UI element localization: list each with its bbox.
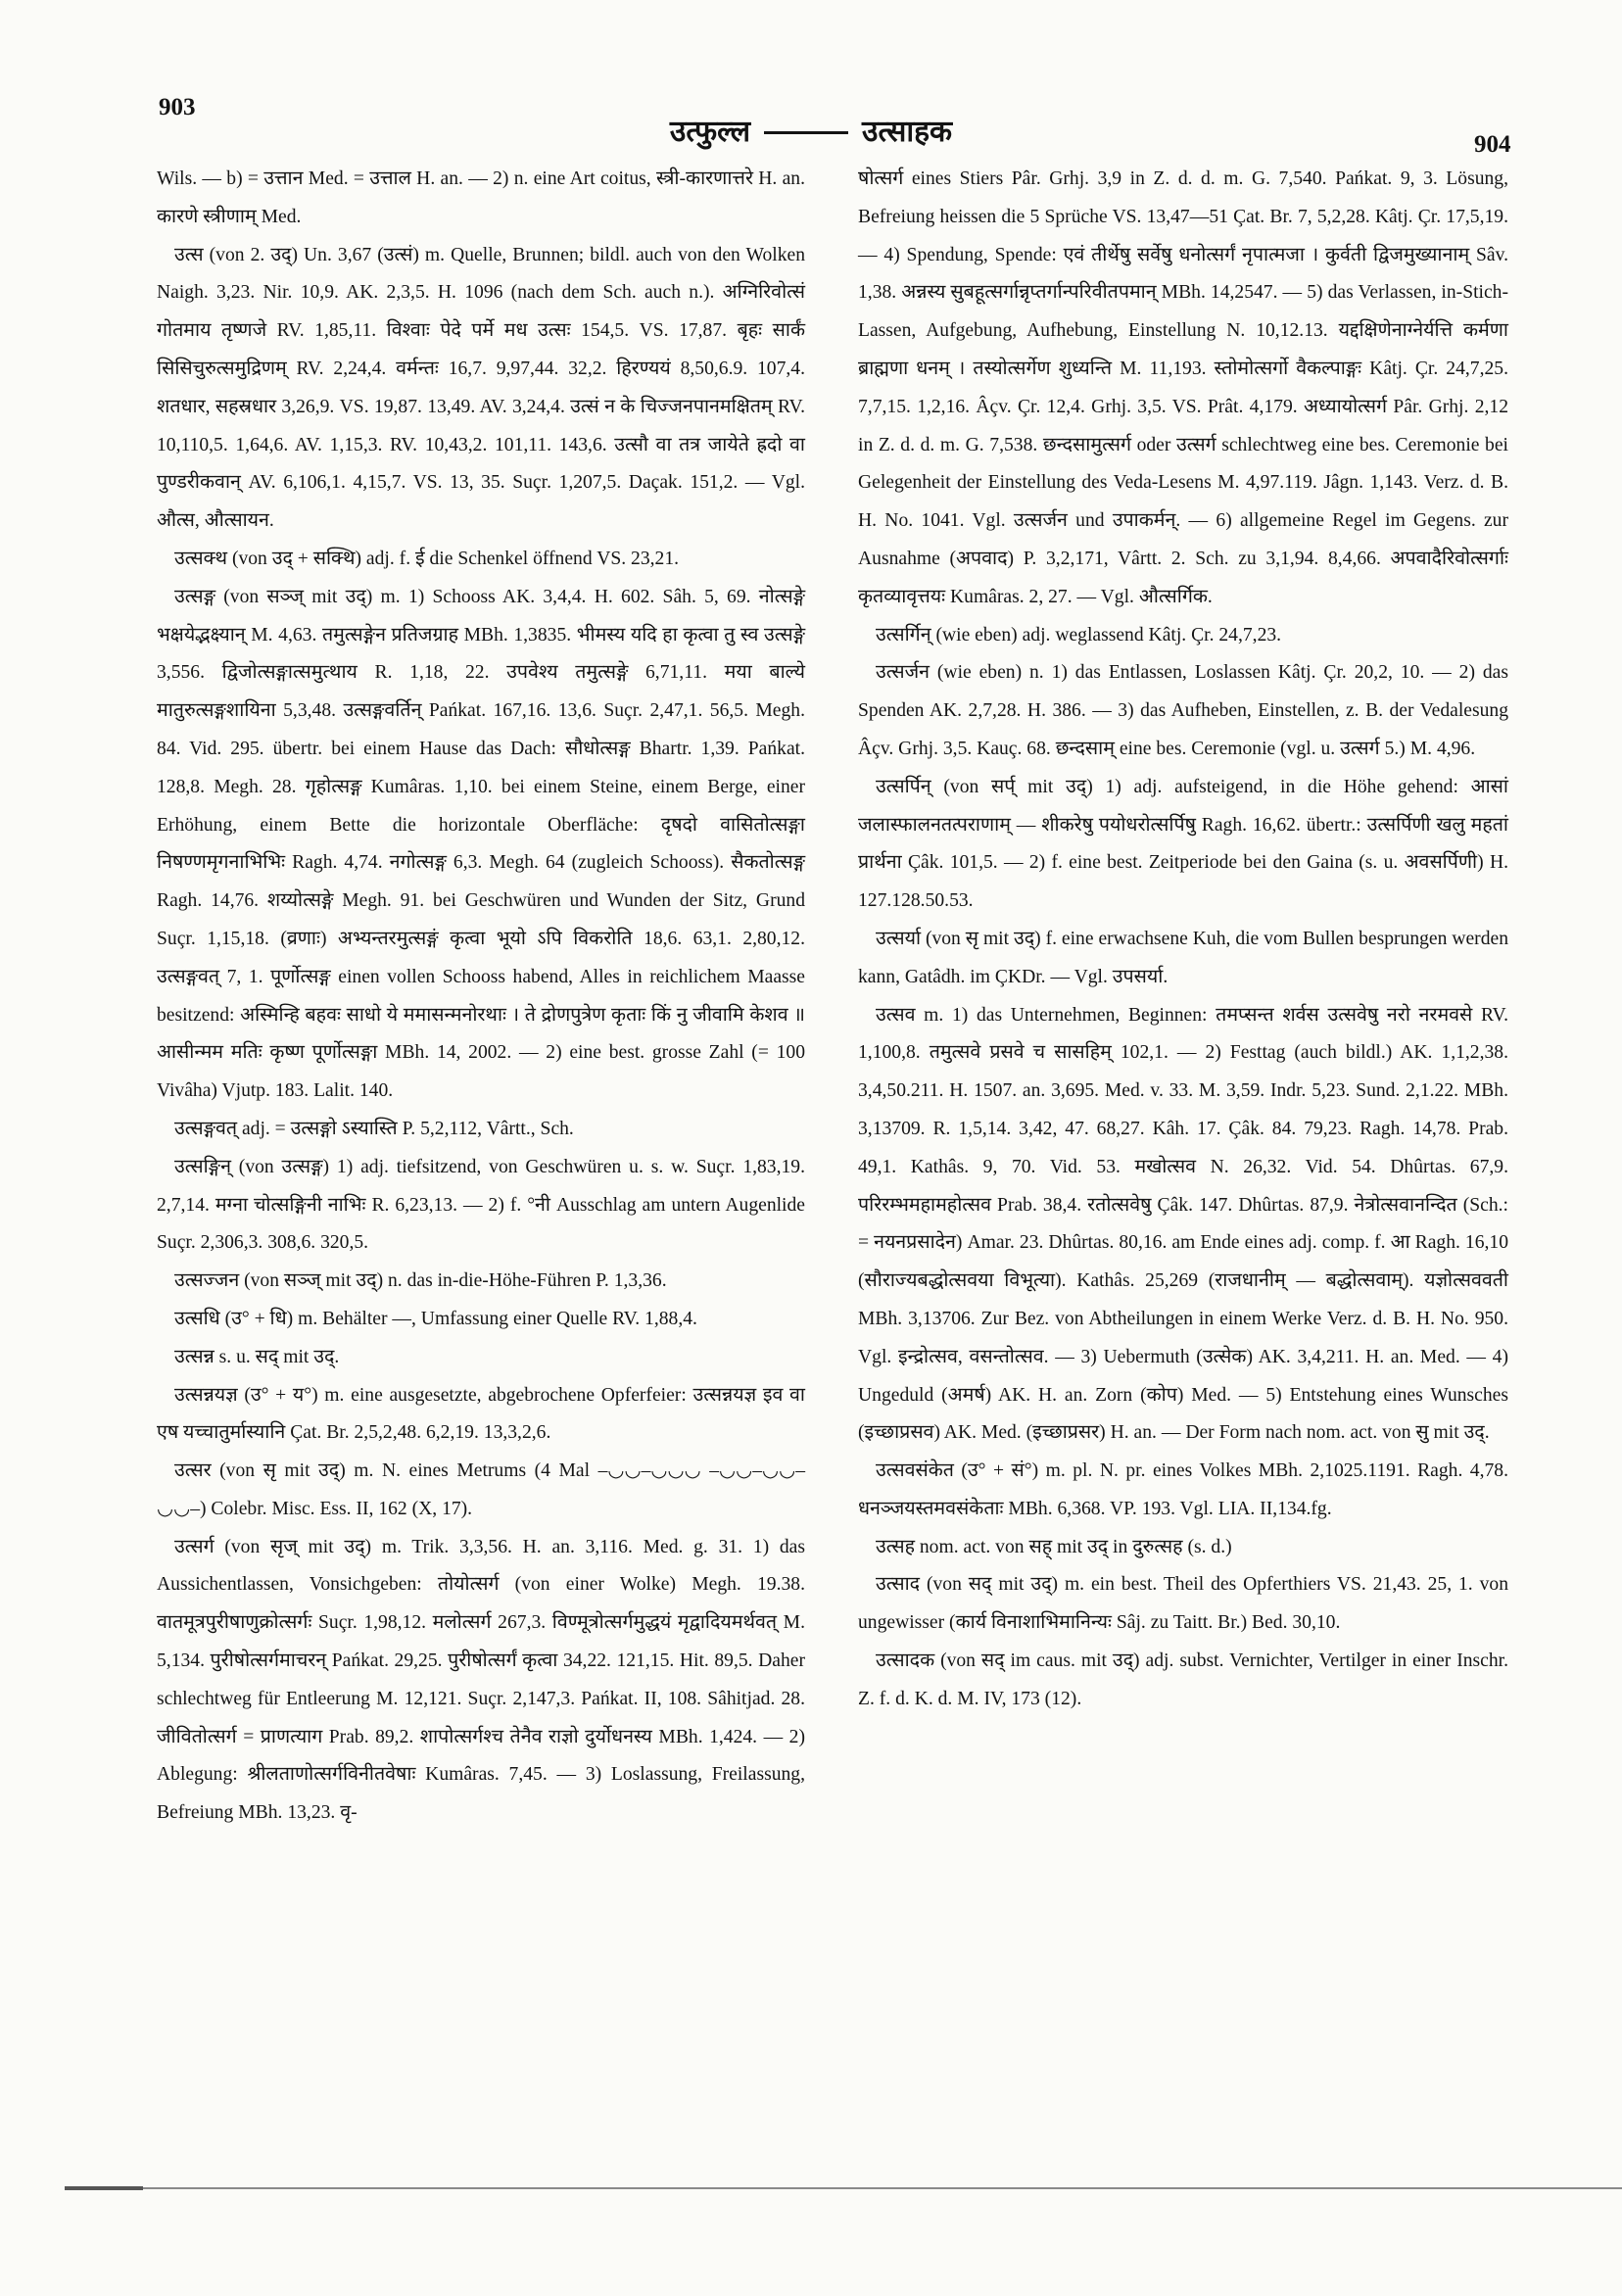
bottom-rule (65, 2187, 1622, 2189)
dictionary-entry: उत्सवसंकेत (उ° + सं°) m. pl. N. pr. eines Volkes MBh. 2,1025.1191. Ragh. 4,78. धनञ्जयस्तमवसंकेताः MBh. 6,368. VP. 193. Vgl. LIA. II,134.fg. (858, 1460, 1508, 1519)
dictionary-entry: उत्सर्पिन् (von सर्प् mit उद्) 1) adj. aufsteigend, in die Höhe gehend: आसां जलास्फालनतत्पराणाम् — शीकरेषु पयोधरोत्सर्पिषु Ragh. 16,62. übertr.: उत्सर्पिणी खलु महतां प्रार्थना Çâk. 101,5. — 2) f. eine best. Zeitperiode bei den Gaina (s. u. अवसर्पिणी) H. 127.128.50.53. (858, 776, 1508, 912)
dictionary-entry: उत्सधि (उ° + धि) m. Behälter —, Umfassung einer Quelle RV. 1,88,4. (174, 1308, 697, 1329)
dictionary-entry: उत्सर्या (von सृ mit उद्) f. eine erwachsene Kuh, die vom Bullen besprungen werden kann, Gatâdh. im ÇKDr. — Vgl. उपसर्या. (858, 928, 1508, 987)
dictionary-entry: उत्सर्ग (von सृज् mit उद्) m. Trik. 3,3,56. H. an. 3,116. Med. g. 31. 1) das Aussichentlassen, Vonsichgeben: तोयोत्सर्ग (von einer Wolke) Megh. 19.38. वातमूत्रपुरीषाणुक्रोत्सर्गः Suçr. 1,98,12. मलोत्सर्ग 267,3. विण्मूत्रोत्सर्गमुद्धयं मृद्वादियमर्थवत् M. 5,134. पुरीषोत्सर्गमाचरन् Pańkat. 29,25. पुरीषोत्सर्गं कृत्वा 34,22. 121,15. Hit. 89,5. Daher schlechtweg für Entleerung M. 12,121. Suçr. 2,147,3. Pańkat. II, 108. Sâhitjad. 28. जीवितोत्सर्ग = प्राणत्याग Prab. 89,2. शापोत्सर्गश्च तेनैव राज्ञो दुर्योधनस्य MBh. 1,424. — 2) Ablegung: श्रीलताणोत्सर्गविनीतवेषाः Kumâras. 7,45. — 3) Loslassung, Freilassung, Befreiung MBh. 13,23. वृ- (157, 1536, 805, 1824)
head-left-word: उत्फुल्ल (669, 115, 751, 149)
dictionary-entry: उत्सर (von सृ mit उद्) m. N. eines Metrums (4 Mal ‒◡◡‒◡◡◡ ‒◡◡‒◡◡‒◡◡‒) Colebr. Misc. Ess. II, 162 (X, 17). (157, 1460, 805, 1519)
page-number-left: 903 (159, 94, 196, 120)
head-right-word: उत्साहक (862, 115, 953, 149)
dictionary-entry: उत्सक्थ (von उद् + सक्थि) adj. f. ई die Schenkel öffnend VS. 23,21. (174, 548, 680, 569)
dictionary-entry: उत्सन्न s. u. सद् mit उद्. (174, 1346, 340, 1367)
dictionary-entry: उत्स (von 2. उद्) Un. 3,67 (उत्सं) m. Quelle, Brunnen; bildl. auch von den Wolken Naigh. 3,23. Nir. 10,9. AK. 2,3,5. H. 1096 (nach dem Sch. auch n.). अग्निरिवोत्सं गोतमाय तृष्णजे RV. 1,85,11. विश्वाः पेदे पर्मे मध उत्सः 154,5. VS. 17,87. बृहः सार्कं सिसिचुरुत्समुद्रिणम् RV. 2,24,4. वर्मन्तः 16,7. 9,97,44. 32,2. हिरण्ययं 8,50,6.9. 107,4. शतधार, सहस्रधार 3,26,9. VS. 19,87. 13,49. AV. 3,24,4. उत्सं न के चिज्जनपानमक्षितम् RV. 10,110,5. 1,64,6. AV. 1,15,3. RV. 10,43,2. 101,11. 143,6. उत्सौ वा तत्र जायेते ह्रदो वा पुण्डरीकवान् AV. 6,106,1. 4,15,7. VS. 13, 35. Suçr. 1,207,5. Daçak. 151,2. — Vgl. औत्स, औत्सायन. (157, 244, 805, 532)
dictionary-entry: Wils. — b) = उत्तान Med. = उत्ताल H. an. — 2) n. eine Art coitus, स्त्री-कारणात्तरे H. an. कारणे स्त्रीणाम् Med. (157, 168, 805, 227)
dictionary-entry: उत्सन्नयज्ञ (उ° + य°) m. eine ausgesetzte, abgebrochene Opferfeier: उत्सन्नयज्ञ इव वा एष यच्चातुर्मास्यानि Çat. Br. 2,5,2,48. 6,2,19. 13,3,2,6. (157, 1384, 805, 1444)
right-column (858, 161, 1508, 1719)
running-head (0, 110, 1622, 150)
dictionary-entry: षोत्सर्ग eines Stiers Pâr. Grhj. 3,9 in Z. d. d. m. G. 7,540. Pańkat. 9, 3. Lösung, Befreiung heissen die 5 Sprüche VS. 13,47—51 Çat. Br. 7, 5,2,28. Kâtj. Çr. 17,5,19. — 4) Spendung, Spende: एवं तीर्थेषु सर्वेषु धनोत्सर्गं नृपात्मजा । कुर्वती द्विजमुख्यानाम् Sâv. 1,38. अन्नस्य सुबहूत्सर्गान्नृप्तर्गान्परिवीतपमान् MBh. 14,2547. — 5) das Verlassen, in-Stich-Lassen, Aufgebung, Aufhebung, Einstellung N. 10,12.13. यद्दक्षिणेनाग्नेर्यत्ति कर्मणा ब्राह्मणा धनम् । तस्योत्सर्गेण शुध्यन्ति M. 11,193. स्तोमोत्सर्गो वैकल्पाङ्गः Kâtj. Çr. 24,7,25. 7,7,15. 1,2,16. Âçv. Çr. 12,4. Grhj. 3,5. VS. Prât. 4,179. अध्यायोत्सर्ग Pâr. Grhj. 2,12 in Z. d. d. m. G. 7,538. छन्दसामुत्सर्ग oder उत्सर्ग schlechtweg eine bes. Ceremonie bei Gelegenheit der Einstellung des Veda-Lesens M. 4,97.119. Jâgn. 1,143. Verz. d. B. H. No. 1041. Vgl. उत्सर्जन und उपाकर्मन्. — 6) allgemeine Regel im Gegens. zur Ausnahme (अपवाद) P. 3,2,171, Vârtt. 2. Sch. zu 3,1,94. 8,4,66. अपवादैरिवोत्सर्गाः कृतव्यावृत्तयः Kumâras. 2, 27. — Vgl. औत्सर्गिक. (858, 168, 1508, 607)
dictionary-entry: उत्सङ्गिन् (von उत्सङ्ग) 1) adj. tiefsitzend, von Geschwüren u. s. w. Suçr. 1,83,19. 2,7,14. मग्ना चोत्सङ्गिनी नाभिः R. 6,23,13. — 2) f. °नी Ausschlag am untern Augenlide Suçr. 2,306,3. 308,6. 320,5. (157, 1156, 805, 1254)
dictionary-entry: उत्सङ्गवत् adj. = उत्सङ्गो ऽस्यास्ति P. 5,2,112, Vârtt., Sch. (174, 1118, 574, 1139)
dictionary-entry: उत्सर्गिन् (wie eben) adj. weglassend Kâtj. Çr. 24,7,23. (876, 624, 1282, 646)
dictionary-entry: उत्सङ्ग (von सञ्ज् mit उद्) m. 1) Schooss AK. 3,4,4. H. 602. Sâh. 5, 69. नोत्सङ्गे भक्षयेद्भक्ष्यान् M. 4,63. तमुत्सङ्गेन प्रतिजग्राह MBh. 1,3835. भीमस्य यदि हा कृत्वा तु स्व उत्सङ्गे 3,556. द्विजोत्सङ्गात्समुत्थाय R. 1,18, 22. उपवेश्य तमुत्सङ्गे 6,71,11. मया बाल्ये मातुरुत्सङ्गशायिना 5,3,48. उत्सङ्गवर्तिन् Pańkat. 167,16. 13,6. Suçr. 2,47,1. 56,5. Megh. 84. Vid. 295. übertr. bei einem Hause das Dach: सौधोत्सङ्ग Bhartr. 1,39. Pańkat. 128,8. Megh. 28. गृहोत्सङ्ग Kumâras. 1,10. bei einem Steine, einem Berge, einer Erhöhung, einem Bette die horizontale Oberfläche: दृषदो वासितोत्सङ्गा निषण्णमृगनाभिभिः Ragh. 4,74. नगोत्सङ्ग 6,3. Megh. 64 (zugleich Schooss). सैकतोत्सङ्ग Ragh. 14,76. शय्योत्सङ्गे Megh. 91. bei Geschwüren und Wunden der Sitz, Grund Suçr. 1,15,18. (व्रणाः) अभ्यन्तरमुत्सङ्गं कृत्वा भूयो ऽपि विकरोति 18,6. 63,1. 2,80,12. उत्सङ्गवत् 7, 1. पूर्णोत्सङ्ग einen vollen Schooss habend, Alles in reichlichem Maasse besitzend: अस्मिन्हि बहवः साधो ये ममासन्मनोरथाः । ते द्रोणपुत्रेण कृताः किं नु जीवामि केशव ॥ आसीन्मम मतिः कृष्ण पूर्णोत्सङ्गा MBh. 14, 2002. — 2) eine best. grosse Zahl (= 100 Vivâha) Vjutp. 183. Lalit. 140. (157, 586, 805, 1102)
dictionary-entry: उत्सह nom. act. von सह् mit उद् in दुरुत्सह (s. d.) (876, 1536, 1232, 1557)
dictionary-entry: उत्सर्जन (wie eben) n. 1) das Entlassen, Loslassen Kâtj. Çr. 20,2, 10. — 2) das Spenden AK. 2,7,28. H. 386. — 3) das Aufheben, Einstellen, z. B. der Vedalesung Âçv. Grhj. 3,5. Kauç. 68. छन्दसाम् eine bes. Ceremonie (vgl. u. उत्सर्ग 5.) M. 4,96. (858, 662, 1508, 759)
dictionary-entry: उत्सादक (von सद् im caus. mit उद्) adj. subst. Vernichter, Vertilger in einer Inschr. Z. f. d. K. d. M. IV, 173 (12). (858, 1650, 1508, 1709)
scan-mark (65, 2186, 143, 2190)
dictionary-entry: उत्साद (von सद् mit उद्) m. ein best. Theil des Opferthiers VS. 21,43. 25, 1. von ungewisser (कार्य विनाशाभिमानिन्यः Sâj. zu Taitt. Br.) Bed. 30,10. (858, 1574, 1508, 1634)
head-dash (764, 131, 848, 134)
dictionary-entry: उत्सज्जन (von सञ्ज् mit उद्) n. das in-die-Höhe-Führen P. 1,3,36. (174, 1270, 667, 1292)
page-number-right: 904 (1474, 131, 1511, 158)
left-column (157, 161, 805, 1833)
dictionary-entry: उत्सव m. 1) das Unternehmen, Beginnen: तमप्सन्त शर्वस उत्सवेषु नरो नरमवसे RV. 1,100,8. तमुत्सवे प्रसवे च सासहिम् 102,1. — 2) Festtag (auch bildl.) AK. 1,1,2,38. 3,4,50.211. H. 1507. an. 3,695. Med. v. 33. M. 3,59. Indr. 5,23. Sund. 2,1.22. MBh. 3,13709. R. 1,5,14. 3,42, 47. 68,27. Kâh. 17. Çâk. 84. 79,23. Ragh. 14,78. Prab. 49,1. Kathâs. 9, 70. Vid. 53. मखोत्सव N. 26,32. Vid. 54. Dhûrtas. 67,9. परिरम्भमहामहोत्सव Prab. 38,4. रतोत्सवेषु Çâk. 147. Dhûrtas. 87,9. नेत्रोत्सवानन्दित (Sch.: = नयनप्रसादेन) Amar. 23. Dhûrtas. 80,16. am Ende eines adj. comp. f. आ Ragh. 16,10 (सौराज्यबद्धोत्सवया विभूत्या). Kathâs. 25,269 (राजधानीम् — बद्धोत्सवाम्). यज्ञोत्सववती MBh. 3,13706. Zur Bez. von Abtheilungen in einem Werke Verz. d. B. H. No. 950. Vgl. इन्द्रोत्सव, वसन्तोत्सव. — 3) Uebermuth (उत्सेक) AK. 3,4,211. H. an. Med. — 4) Ungeduld (अमर्ष) AK. H. an. Zorn (कोप) Med. — 5) Entstehung eines Wunsches (इच्छाप्रसव) AK. Med. (इच्छाप्रसर) H. an. — Der Form nach nom. act. von सु mit उद्. (858, 1004, 1508, 1444)
